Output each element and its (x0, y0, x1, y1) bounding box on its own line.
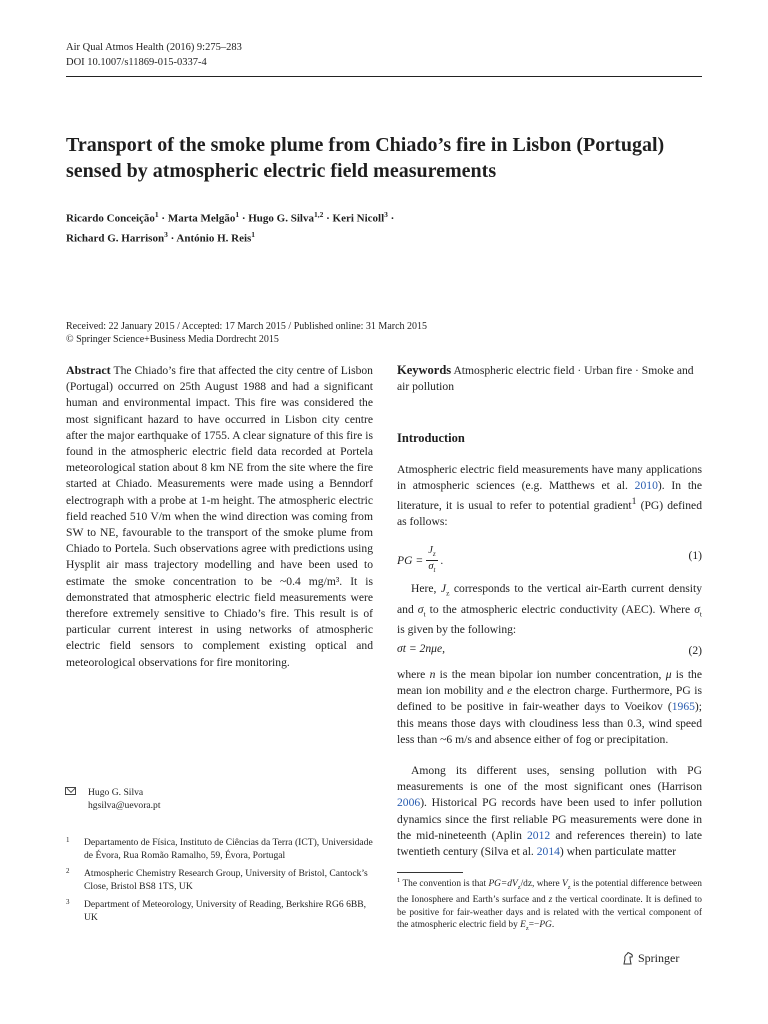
section-heading-introduction: Introduction (397, 431, 465, 445)
citation-link[interactable]: 1965 (671, 700, 695, 714)
affiliation-text: Departamento de Física, Instituto de Ciências da Terra (ICT), Universidade de Évora, Rua Romão Ramalho, 59, Évora, Portugal (84, 837, 373, 861)
keywords-text: Atmospheric electric field · Urban fire · Smoke and air pollution (397, 364, 694, 394)
citation-link[interactable]: 2012 (527, 828, 551, 842)
equation-1: PG = $\frac{J_z}{\sigma_t}$ . (1) (397, 545, 702, 575)
citation-link[interactable]: 2006 (397, 796, 421, 810)
springer-horse-icon (622, 952, 634, 965)
affiliation-number: 3 (66, 898, 70, 906)
author-separator: · (161, 212, 166, 225)
paragraph: where n is the mean bipolar ion number concentration, μ is the mean ion mobility and e the electron charge. Furthermore, PG is defined to be positive in fair-weather days to Voeikov (1965); this means those days with cloudiness less than 0.3, wind speed less than ~6 m/s and absence either of fog or precipitation. (397, 668, 702, 746)
publisher-name: Springer (638, 951, 680, 965)
author-separator: · (241, 212, 246, 225)
author-list (66, 207, 702, 247)
affiliation-number: 2 (66, 867, 70, 875)
history-dates: Received: 22 January 2015 / Accepted: 17 March 2015 / Published online: 31 March 2015 (66, 321, 428, 332)
publisher-logo (622, 951, 679, 966)
author-affil: 1 (235, 210, 240, 219)
affiliation-text: Atmospheric Chemistry Research Group, University of Bristol, Cantock’s Close, Bristol BS8 1TS, UK (84, 868, 368, 892)
header-rule (66, 76, 702, 77)
author-separator: · (390, 212, 395, 225)
abstract-label: Abstract (66, 363, 111, 377)
author-affil: 3 (164, 230, 168, 240)
author-affil: 1 (251, 230, 256, 240)
paragraph: Here, $J_z$ corresponds to the vertical air-Earth current density and $\sigma_t$ to the atmospheric electric conductivity (AEC). Where $\sigma_t$ is given by the following: (397, 582, 702, 637)
contact-email[interactable]: hgsilva@uevora.pt (88, 800, 161, 811)
author-affil: 1 (154, 210, 159, 219)
paragraph: Among its different uses, sensing pollution with PG measurements is one of the most significant ones (Harrison 2006). Historical PG records have been used to infer pollution dynamics since the first reliable PG measurements were done in the mid-nineteenth (Aplin 2012 and references therein) to late twentieth century (Silva et al. 2014) when particulate matter (397, 764, 702, 859)
author-name[interactable]: Keri Nicoll (332, 212, 385, 225)
citation-link[interactable]: 2014 (536, 845, 560, 859)
mail-icon (65, 787, 76, 795)
author-name[interactable]: Richard G. Harrison (66, 232, 165, 245)
equation-number: (1) (688, 549, 702, 562)
affiliation-number: 1 (66, 836, 70, 844)
keywords-label: Keywords (397, 363, 452, 377)
equation-2: σt = 2nμe, (2) (397, 642, 702, 657)
abstract-text: The Chiado’s fire that affected the city centre of Lisbon (Portugal) occurred on 25th August 1988 and had a significant human and environmental impact. This fire was considered the most significant hazard to have occurred in Lisbon city centre after the major earthquake of 1755. A clear signature of this fire is found in the atmospheric electric field data recorded at Portela meteorological station about 8 km NE from the site where the fire started at Chiado. Measurements were made using a Benndorf electrograph with a probe at 1-m height. The atmospheric electric field reached 510 V/m when the wind direction was coming from SW to NE, favourable to the transport of the smoke plume from Chiado to Portela. Such observations agree with predictions using Hysplit air mass trajectory modelling and have been used to estimate the smoke concentration to be ~0.4 mg/m³. It is demonstrated that atmospheric electric field measurements were therefore extremely sensitive to Chiado’s fire. This result is of particular current interest in using networks of atmospheric electric field sensors to complement existing optical and meteorological observations for fire monitoring. (66, 364, 373, 669)
author-affil: 3 (384, 210, 388, 219)
abstract (66, 362, 373, 671)
author-affil: 1,2 (313, 210, 324, 219)
footnote: $^1$ The convention is that $PG=dV_z/dz$, where $V_z$ is the potential difference between the Ionosphere and Earth’s surface and z the vertical coordinate. It is defined to be positive for fair-weather days and is related with the vertical component of the atmospheric electric field by $E_z=-PG$. (397, 877, 702, 933)
keywords (397, 362, 702, 395)
equation-number: (2) (688, 644, 702, 657)
copyright: © Springer Science+Business Media Dordrecht 2015 (66, 334, 279, 345)
affiliation-text: Department of Meteorology, University of Reading, Berkshire RG6 6BB, UK (84, 899, 367, 923)
footnote-rule (397, 872, 463, 873)
doi: DOI 10.1007/s11869-015-0337-4 (66, 57, 207, 68)
author-name[interactable]: Ricardo Conceição (66, 212, 155, 225)
publication-dates (66, 320, 702, 346)
contact-name: Hugo G. Silva (88, 787, 144, 798)
paragraph: Atmospheric electric field measurements have many applications in atmospheric sciences (e.g. Matthews et al. 2010). In the literature, it is usual to refer to potential gradient$^1$ (PG) defined as follows: (397, 463, 702, 529)
journal-header (66, 40, 242, 70)
citation-link[interactable]: 2010 (634, 479, 658, 493)
journal-citation: Air Qual Atmos Health (2016) 9:275–283 (66, 42, 242, 53)
author-name[interactable]: Hugo G. Silva (248, 212, 314, 225)
author-separator: · (170, 232, 175, 245)
author-name[interactable]: António H. Reis (176, 232, 252, 245)
author-name[interactable]: Marta Melgão (167, 212, 236, 225)
footnote-ref[interactable]: 1 (631, 496, 637, 508)
author-separator: · (326, 212, 330, 225)
paper-title: Transport of the smoke plume from Chiado’s fire in Lisbon (Portugal) sensed by atmospheric electric field measurements (66, 134, 665, 182)
